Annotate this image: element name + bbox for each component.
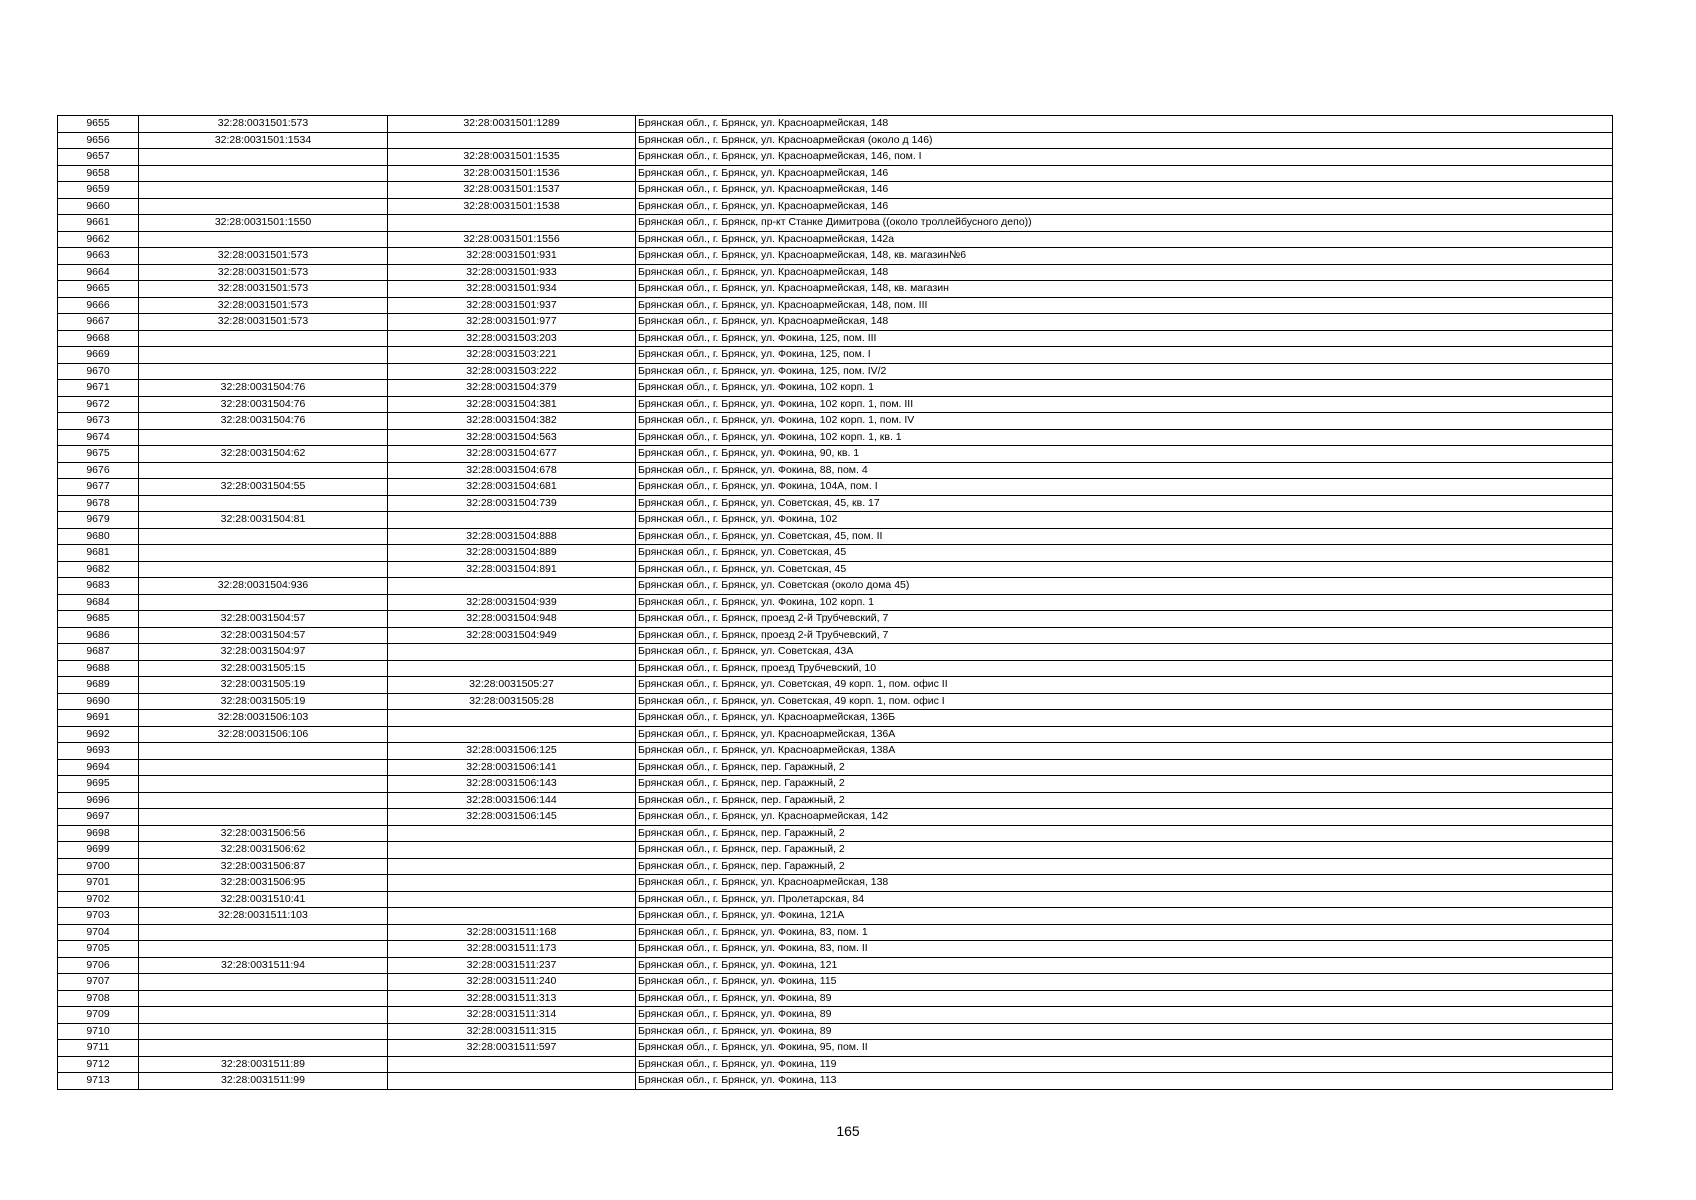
object-number-cell: 32:28:0031504:563 — [388, 429, 636, 446]
row-number-cell: 9700 — [58, 858, 139, 875]
row-number-cell: 9681 — [58, 545, 139, 562]
table-row — [58, 611, 1613, 628]
table-body — [58, 116, 1613, 1090]
row-number-cell: 9671 — [58, 380, 139, 397]
object-number-cell: 32:28:0031501:1538 — [388, 198, 636, 215]
object-number-cell: 32:28:0031501:931 — [388, 248, 636, 265]
address-cell: Брянская обл., г. Брянск, ул. Фокина, 119 — [636, 1056, 1613, 1073]
table-row — [58, 858, 1613, 875]
parcel-number-cell: 32:28:0031506:106 — [139, 726, 388, 743]
object-number-cell: 32:28:0031511:315 — [388, 1023, 636, 1040]
row-number-cell: 9713 — [58, 1073, 139, 1090]
object-number-cell — [388, 132, 636, 149]
address-cell: Брянская обл., г. Брянск, ул. Фокина, 113 — [636, 1073, 1613, 1090]
table-row — [58, 215, 1613, 232]
parcel-number-cell: 32:28:0031504:55 — [139, 479, 388, 496]
table-row — [58, 710, 1613, 727]
parcel-number-cell: 32:28:0031504:76 — [139, 413, 388, 430]
parcel-number-cell — [139, 1023, 388, 1040]
table-row — [58, 380, 1613, 397]
cadastral-table — [57, 115, 1613, 1090]
table-row — [58, 1073, 1613, 1090]
object-number-cell: 32:28:0031511:597 — [388, 1040, 636, 1057]
table-row — [58, 132, 1613, 149]
table-row — [58, 957, 1613, 974]
address-cell: Брянская обл., г. Брянск, ул. Фокина, 89 — [636, 1007, 1613, 1024]
address-cell: Брянская обл., г. Брянск, ул. Красноармейская (около д 146) — [636, 132, 1613, 149]
table-row — [58, 413, 1613, 430]
table-row — [58, 363, 1613, 380]
address-cell: Брянская обл., г. Брянск, ул. Красноармейская, 136А — [636, 726, 1613, 743]
address-cell: Брянская обл., г. Брянск, ул. Фокина, 102 корп. 1, пом. III — [636, 396, 1613, 413]
address-cell: Брянская обл., г. Брянск, ул. Красноармейская, 142 — [636, 809, 1613, 826]
object-number-cell — [388, 215, 636, 232]
object-number-cell: 32:28:0031503:222 — [388, 363, 636, 380]
table-row — [58, 924, 1613, 941]
address-cell: Брянская обл., г. Брянск, пр-кт Станке Димитрова ((около троллейбусного депо)) — [636, 215, 1613, 232]
address-cell: Брянская обл., г. Брянск, ул. Фокина, 115 — [636, 974, 1613, 991]
row-number-cell: 9674 — [58, 429, 139, 446]
table-row — [58, 297, 1613, 314]
row-number-cell: 9683 — [58, 578, 139, 595]
address-cell: Брянская обл., г. Брянск, ул. Фокина, 104А, пом. I — [636, 479, 1613, 496]
parcel-number-cell: 32:28:0031506:56 — [139, 825, 388, 842]
table-row — [58, 891, 1613, 908]
table-row — [58, 726, 1613, 743]
row-number-cell: 9712 — [58, 1056, 139, 1073]
parcel-number-cell — [139, 759, 388, 776]
address-cell: Брянская обл., г. Брянск, ул. Красноармейская, 146 — [636, 182, 1613, 199]
parcel-number-cell: 32:28:0031505:19 — [139, 693, 388, 710]
row-number-cell: 9711 — [58, 1040, 139, 1057]
address-cell: Брянская обл., г. Брянск, ул. Советская, 45, кв. 17 — [636, 495, 1613, 512]
address-cell: Брянская обл., г. Брянск, ул. Пролетарская, 84 — [636, 891, 1613, 908]
address-cell: Брянская обл., г. Брянск, ул. Красноармейская, 146 — [636, 165, 1613, 182]
object-number-cell: 32:28:0031503:203 — [388, 330, 636, 347]
table-row — [58, 594, 1613, 611]
row-number-cell: 9658 — [58, 165, 139, 182]
parcel-number-cell — [139, 990, 388, 1007]
address-cell: Брянская обл., г. Брянск, ул. Фокина, 83, пом. 1 — [636, 924, 1613, 941]
address-cell: Брянская обл., г. Брянск, пер. Гаражный, 2 — [636, 842, 1613, 859]
row-number-cell: 9688 — [58, 660, 139, 677]
parcel-number-cell — [139, 594, 388, 611]
table-row — [58, 842, 1613, 859]
row-number-cell: 9707 — [58, 974, 139, 991]
parcel-number-cell: 32:28:0031501:573 — [139, 116, 388, 133]
table-row — [58, 660, 1613, 677]
table-row — [58, 1007, 1613, 1024]
row-number-cell: 9697 — [58, 809, 139, 826]
parcel-number-cell: 32:28:0031511:99 — [139, 1073, 388, 1090]
table-row — [58, 231, 1613, 248]
parcel-number-cell: 32:28:0031506:62 — [139, 842, 388, 859]
table-row — [58, 165, 1613, 182]
object-number-cell — [388, 660, 636, 677]
parcel-number-cell — [139, 182, 388, 199]
address-cell: Брянская обл., г. Брянск, ул. Фокина, 88, пом. 4 — [636, 462, 1613, 479]
object-number-cell: 32:28:0031511:237 — [388, 957, 636, 974]
row-number-cell: 9660 — [58, 198, 139, 215]
table-row — [58, 561, 1613, 578]
address-cell: Брянская обл., г. Брянск, проезд Трубчевский, 10 — [636, 660, 1613, 677]
address-cell: Брянская обл., г. Брянск, пер. Гаражный, 2 — [636, 825, 1613, 842]
object-number-cell: 32:28:0031504:888 — [388, 528, 636, 545]
row-number-cell: 9665 — [58, 281, 139, 298]
object-number-cell: 32:28:0031504:382 — [388, 413, 636, 430]
row-number-cell: 9684 — [58, 594, 139, 611]
page-number: 165 — [836, 1123, 860, 1139]
object-number-cell: 32:28:0031511:173 — [388, 941, 636, 958]
row-number-cell: 9657 — [58, 149, 139, 166]
row-number-cell: 9706 — [58, 957, 139, 974]
table-row — [58, 248, 1613, 265]
table-row — [58, 941, 1613, 958]
row-number-cell: 9694 — [58, 759, 139, 776]
parcel-number-cell: 32:28:0031511:103 — [139, 908, 388, 925]
address-cell: Брянская обл., г. Брянск, ул. Фокина, 102 корп. 1, пом. IV — [636, 413, 1613, 430]
object-number-cell — [388, 726, 636, 743]
table-row — [58, 677, 1613, 694]
table-row — [58, 627, 1613, 644]
object-number-cell: 32:28:0031504:889 — [388, 545, 636, 562]
row-number-cell: 9655 — [58, 116, 139, 133]
object-number-cell: 32:28:0031501:1556 — [388, 231, 636, 248]
table-row — [58, 644, 1613, 661]
row-number-cell: 9661 — [58, 215, 139, 232]
parcel-number-cell: 32:28:0031504:57 — [139, 627, 388, 644]
address-cell: Брянская обл., г. Брянск, ул. Фокина, 125, пом. I — [636, 347, 1613, 364]
parcel-number-cell — [139, 743, 388, 760]
row-number-cell: 9678 — [58, 495, 139, 512]
address-cell: Брянская обл., г. Брянск, ул. Фокина, 125, пом. III — [636, 330, 1613, 347]
row-number-cell: 9685 — [58, 611, 139, 628]
address-cell: Брянская обл., г. Брянск, ул. Красноармейская, 146 — [636, 198, 1613, 215]
object-number-cell — [388, 578, 636, 595]
row-number-cell: 9696 — [58, 792, 139, 809]
table-row — [58, 1023, 1613, 1040]
object-number-cell: 32:28:0031506:144 — [388, 792, 636, 809]
address-cell: Брянская обл., г. Брянск, ул. Красноармейская, 146, пом. I — [636, 149, 1613, 166]
row-number-cell: 9691 — [58, 710, 139, 727]
address-cell: Брянская обл., г. Брянск, ул. Фокина, 90, кв. 1 — [636, 446, 1613, 463]
table-row — [58, 825, 1613, 842]
parcel-number-cell — [139, 495, 388, 512]
parcel-number-cell — [139, 528, 388, 545]
parcel-number-cell — [139, 974, 388, 991]
object-number-cell — [388, 512, 636, 529]
parcel-number-cell — [139, 462, 388, 479]
row-number-cell: 9675 — [58, 446, 139, 463]
address-cell: Брянская обл., г. Брянск, ул. Красноармейская, 142а — [636, 231, 1613, 248]
row-number-cell: 9668 — [58, 330, 139, 347]
table-row — [58, 396, 1613, 413]
table-row — [58, 330, 1613, 347]
table-row — [58, 479, 1613, 496]
row-number-cell: 9698 — [58, 825, 139, 842]
row-number-cell: 9692 — [58, 726, 139, 743]
table-row — [58, 759, 1613, 776]
parcel-number-cell: 32:28:0031501:573 — [139, 264, 388, 281]
object-number-cell: 32:28:0031504:949 — [388, 627, 636, 644]
row-number-cell: 9708 — [58, 990, 139, 1007]
object-number-cell — [388, 842, 636, 859]
object-number-cell: 32:28:0031505:28 — [388, 693, 636, 710]
object-number-cell: 32:28:0031501:934 — [388, 281, 636, 298]
parcel-number-cell: 32:28:0031501:1534 — [139, 132, 388, 149]
row-number-cell: 9676 — [58, 462, 139, 479]
parcel-number-cell — [139, 330, 388, 347]
address-cell: Брянская обл., г. Брянск, ул. Красноармейская, 148, кв. магазин — [636, 281, 1613, 298]
row-number-cell: 9699 — [58, 842, 139, 859]
parcel-number-cell — [139, 545, 388, 562]
object-number-cell: 32:28:0031504:381 — [388, 396, 636, 413]
object-number-cell — [388, 710, 636, 727]
parcel-number-cell — [139, 1040, 388, 1057]
object-number-cell — [388, 644, 636, 661]
table-row — [58, 1056, 1613, 1073]
address-cell: Брянская обл., г. Брянск, пер. Гаражный, 2 — [636, 759, 1613, 776]
row-number-cell: 9666 — [58, 297, 139, 314]
row-number-cell: 9664 — [58, 264, 139, 281]
table-row — [58, 446, 1613, 463]
parcel-number-cell: 32:28:0031511:89 — [139, 1056, 388, 1073]
parcel-number-cell: 32:28:0031501:573 — [139, 297, 388, 314]
table-row — [58, 198, 1613, 215]
row-number-cell: 9672 — [58, 396, 139, 413]
row-number-cell: 9709 — [58, 1007, 139, 1024]
row-number-cell: 9705 — [58, 941, 139, 958]
parcel-number-cell: 32:28:0031505:19 — [139, 677, 388, 694]
table-row — [58, 495, 1613, 512]
address-cell: Брянская обл., г. Брянск, пер. Гаражный, 2 — [636, 858, 1613, 875]
parcel-number-cell: 32:28:0031506:87 — [139, 858, 388, 875]
row-number-cell: 9690 — [58, 693, 139, 710]
address-cell: Брянская обл., г. Брянск, проезд 2-й Трубчевский, 7 — [636, 611, 1613, 628]
address-cell: Брянская обл., г. Брянск, ул. Фокина, 89 — [636, 990, 1613, 1007]
address-cell: Брянская обл., г. Брянск, ул. Фокина, 95, пом. II — [636, 1040, 1613, 1057]
object-number-cell — [388, 1073, 636, 1090]
table-row — [58, 462, 1613, 479]
address-cell: Брянская обл., г. Брянск, ул. Советская, 45, пом. II — [636, 528, 1613, 545]
row-number-cell: 9701 — [58, 875, 139, 892]
table-row — [58, 1040, 1613, 1057]
object-number-cell: 32:28:0031511:240 — [388, 974, 636, 991]
parcel-number-cell — [139, 776, 388, 793]
object-number-cell — [388, 1056, 636, 1073]
object-number-cell — [388, 875, 636, 892]
row-number-cell: 9679 — [58, 512, 139, 529]
address-cell: Брянская обл., г. Брянск, ул. Советская, 49 корп. 1, пом. офис I — [636, 693, 1613, 710]
object-number-cell: 32:28:0031501:1535 — [388, 149, 636, 166]
table-row — [58, 149, 1613, 166]
address-cell: Брянская обл., г. Брянск, ул. Советская, 45 — [636, 561, 1613, 578]
object-number-cell: 32:28:0031506:141 — [388, 759, 636, 776]
table-row — [58, 776, 1613, 793]
row-number-cell: 9682 — [58, 561, 139, 578]
row-number-cell: 9695 — [58, 776, 139, 793]
object-number-cell: 32:28:0031501:933 — [388, 264, 636, 281]
parcel-number-cell — [139, 231, 388, 248]
parcel-number-cell: 32:28:0031501:573 — [139, 248, 388, 265]
parcel-number-cell — [139, 809, 388, 826]
table-row — [58, 792, 1613, 809]
parcel-number-cell: 32:28:0031504:62 — [139, 446, 388, 463]
parcel-number-cell — [139, 941, 388, 958]
parcel-number-cell: 32:28:0031504:76 — [139, 396, 388, 413]
parcel-number-cell — [139, 347, 388, 364]
table-row — [58, 347, 1613, 364]
object-number-cell — [388, 891, 636, 908]
address-cell: Брянская обл., г. Брянск, ул. Советская, 49 корп. 1, пом. офис II — [636, 677, 1613, 694]
table-row — [58, 743, 1613, 760]
row-number-cell: 9703 — [58, 908, 139, 925]
object-number-cell: 32:28:0031504:948 — [388, 611, 636, 628]
parcel-number-cell — [139, 1007, 388, 1024]
object-number-cell — [388, 858, 636, 875]
table-row — [58, 429, 1613, 446]
parcel-number-cell — [139, 924, 388, 941]
table-row — [58, 693, 1613, 710]
parcel-number-cell: 32:28:0031501:1550 — [139, 215, 388, 232]
object-number-cell: 32:28:0031504:939 — [388, 594, 636, 611]
table-row — [58, 990, 1613, 1007]
row-number-cell: 9677 — [58, 479, 139, 496]
parcel-number-cell — [139, 792, 388, 809]
parcel-number-cell: 32:28:0031504:936 — [139, 578, 388, 595]
parcel-number-cell: 32:28:0031504:97 — [139, 644, 388, 661]
table-row — [58, 875, 1613, 892]
object-number-cell: 32:28:0031504:891 — [388, 561, 636, 578]
table-row — [58, 974, 1613, 991]
table-row — [58, 545, 1613, 562]
object-number-cell: 32:28:0031501:1289 — [388, 116, 636, 133]
object-number-cell: 32:28:0031504:678 — [388, 462, 636, 479]
row-number-cell: 9673 — [58, 413, 139, 430]
object-number-cell: 32:28:0031503:221 — [388, 347, 636, 364]
object-number-cell — [388, 825, 636, 842]
address-cell: Брянская обл., г. Брянск, ул. Красноармейская, 148 — [636, 264, 1613, 281]
parcel-number-cell: 32:28:0031501:573 — [139, 314, 388, 331]
parcel-number-cell: 32:28:0031506:103 — [139, 710, 388, 727]
parcel-number-cell: 32:28:0031504:81 — [139, 512, 388, 529]
address-cell: Брянская обл., г. Брянск, ул. Красноармейская, 148, пом. III — [636, 297, 1613, 314]
table-row — [58, 314, 1613, 331]
row-number-cell: 9704 — [58, 924, 139, 941]
table-row — [58, 182, 1613, 199]
row-number-cell: 9680 — [58, 528, 139, 545]
parcel-number-cell — [139, 561, 388, 578]
address-cell: Брянская обл., г. Брянск, ул. Советская, 45 — [636, 545, 1613, 562]
table-row — [58, 264, 1613, 281]
address-cell: Брянская обл., г. Брянск, ул. Фокина, 121 — [636, 957, 1613, 974]
address-cell: Брянская обл., г. Брянск, ул. Красноармейская, 136Б — [636, 710, 1613, 727]
parcel-number-cell: 32:28:0031510:41 — [139, 891, 388, 908]
parcel-number-cell — [139, 429, 388, 446]
address-cell: Брянская обл., г. Брянск, ул. Фокина, 83, пом. II — [636, 941, 1613, 958]
row-number-cell: 9659 — [58, 182, 139, 199]
object-number-cell: 32:28:0031501:1536 — [388, 165, 636, 182]
table-row — [58, 908, 1613, 925]
address-cell: Брянская обл., г. Брянск, ул. Фокина, 102 корп. 1, кв. 1 — [636, 429, 1613, 446]
address-cell: Брянская обл., г. Брянск, ул. Фокина, 102 корп. 1 — [636, 380, 1613, 397]
address-cell: Брянская обл., г. Брянск, ул. Советская, 43А — [636, 644, 1613, 661]
object-number-cell: 32:28:0031506:125 — [388, 743, 636, 760]
object-number-cell: 32:28:0031504:379 — [388, 380, 636, 397]
object-number-cell: 32:28:0031501:1537 — [388, 182, 636, 199]
table-row — [58, 528, 1613, 545]
address-cell: Брянская обл., г. Брянск, ул. Советская (около дома 45) — [636, 578, 1613, 595]
address-cell: Брянская обл., г. Брянск, ул. Фокина, 102 корп. 1 — [636, 594, 1613, 611]
parcel-number-cell: 32:28:0031506:95 — [139, 875, 388, 892]
object-number-cell: 32:28:0031504:681 — [388, 479, 636, 496]
object-number-cell: 32:28:0031506:145 — [388, 809, 636, 826]
address-cell: Брянская обл., г. Брянск, ул. Фокина, 125, пом. IV/2 — [636, 363, 1613, 380]
row-number-cell: 9687 — [58, 644, 139, 661]
object-number-cell: 32:28:0031511:314 — [388, 1007, 636, 1024]
address-cell: Брянская обл., г. Брянск, ул. Фокина, 121А — [636, 908, 1613, 925]
row-number-cell: 9702 — [58, 891, 139, 908]
address-cell: Брянская обл., г. Брянск, ул. Фокина, 89 — [636, 1023, 1613, 1040]
row-number-cell: 9670 — [58, 363, 139, 380]
object-number-cell: 32:28:0031511:168 — [388, 924, 636, 941]
address-cell: Брянская обл., г. Брянск, пер. Гаражный, 2 — [636, 776, 1613, 793]
address-cell: Брянская обл., г. Брянск, пер. Гаражный, 2 — [636, 792, 1613, 809]
parcel-number-cell: 32:28:0031505:15 — [139, 660, 388, 677]
object-number-cell: 32:28:0031506:143 — [388, 776, 636, 793]
row-number-cell: 9689 — [58, 677, 139, 694]
address-cell: Брянская обл., г. Брянск, ул. Фокина, 102 — [636, 512, 1613, 529]
parcel-number-cell — [139, 149, 388, 166]
parcel-number-cell: 32:28:0031504:57 — [139, 611, 388, 628]
parcel-number-cell: 32:28:0031511:94 — [139, 957, 388, 974]
address-cell: Брянская обл., г. Брянск, ул. Красноармейская, 148, кв. магазин№6 — [636, 248, 1613, 265]
address-cell: Брянская обл., г. Брянск, ул. Красноармейская, 138 — [636, 875, 1613, 892]
row-number-cell: 9686 — [58, 627, 139, 644]
row-number-cell: 9667 — [58, 314, 139, 331]
parcel-number-cell: 32:28:0031504:76 — [139, 380, 388, 397]
object-number-cell: 32:28:0031505:27 — [388, 677, 636, 694]
row-number-cell: 9693 — [58, 743, 139, 760]
object-number-cell — [388, 908, 636, 925]
object-number-cell: 32:28:0031504:739 — [388, 495, 636, 512]
object-number-cell: 32:28:0031501:937 — [388, 297, 636, 314]
address-cell: Брянская обл., г. Брянск, ул. Красноармейская, 138А — [636, 743, 1613, 760]
address-cell: Брянская обл., г. Брянск, ул. Красноармейская, 148 — [636, 314, 1613, 331]
parcel-number-cell — [139, 363, 388, 380]
parcel-number-cell — [139, 165, 388, 182]
table-row — [58, 281, 1613, 298]
object-number-cell: 32:28:0031511:313 — [388, 990, 636, 1007]
row-number-cell: 9662 — [58, 231, 139, 248]
table-row — [58, 116, 1613, 133]
parcel-number-cell — [139, 198, 388, 215]
row-number-cell: 9669 — [58, 347, 139, 364]
table-row — [58, 512, 1613, 529]
object-number-cell: 32:28:0031504:677 — [388, 446, 636, 463]
row-number-cell: 9656 — [58, 132, 139, 149]
row-number-cell: 9710 — [58, 1023, 139, 1040]
address-cell: Брянская обл., г. Брянск, ул. Красноармейская, 148 — [636, 116, 1613, 133]
parcel-number-cell: 32:28:0031501:573 — [139, 281, 388, 298]
table-row — [58, 809, 1613, 826]
row-number-cell: 9663 — [58, 248, 139, 265]
table-row — [58, 578, 1613, 595]
object-number-cell: 32:28:0031501:977 — [388, 314, 636, 331]
address-cell: Брянская обл., г. Брянск, проезд 2-й Трубчевский, 7 — [636, 627, 1613, 644]
